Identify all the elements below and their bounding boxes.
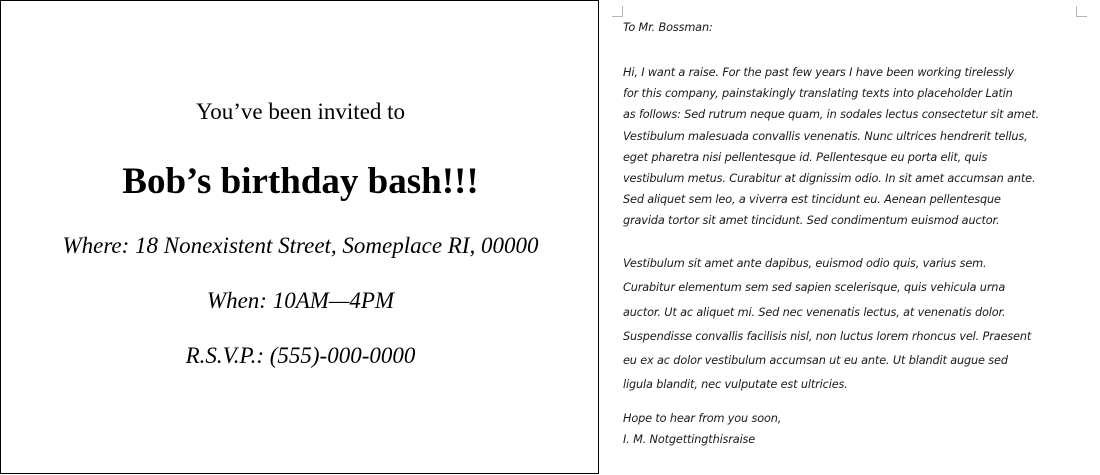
letter-closing: Hope to hear from you soon, [623,412,782,425]
crop-mark-right [1076,6,1087,17]
invitation-title: Bob’s birthday bash!!! [122,161,479,202]
letter-paragraph: Vestibulum sit amet ante dapibus, euismod odio quis, varius sem. Curabitur elementum sem sed sapien scelerisque, quis vehicula urna auctor. Ut ac aliquet mi. Sed nec venenatis lectus, at venenatis dolor. Suspendisse convallis facilisis nisl, non luctus lorem rhoncus vel. Praesent eu ex ac dolor vestibulum accumsan ut eu ante. Ut blandit augue sed ligula blandit, nec vulputate est ultricies. [623,257,1032,392]
invitation-when: When: 10AM—4PM [206,288,395,313]
invitation-where: Where: 18 Nonexistent Street, Someplace RI, 00000 [62,233,539,258]
crop-mark-left [612,6,623,17]
invitation-rsvp: R.S.V.P.: (555)-000-0000 [185,343,416,368]
letter-page [600,0,1100,475]
invitation-intro: You’ve been invited to [195,99,406,124]
letter-signature: I. M. Notgettingthisraise [623,433,756,446]
letter-salutation: To Mr. Bossman: [623,21,713,34]
letter-paragraph: Hi, I want a raise. For the past few years I have been working tirelessly for this company, painstakingly translating texts into placeholder Latin as follows: Sed rutrum neque quam, in sodales lectus consectetur sit amet. Vestibulum malesuada convallis venenatis. Nunc ultrices hendrerit tellus, eget pharetra nisi pellentesque id. Pellentesque eu porta elit, quis vestibulum metus. Curabitur at dignissim odio. In sit amet accumsan ante. Sed aliquet sem leo, a viverra est tincidunt eu. Aenean pellentesque gravida tortor sit amet tincidunt. Sed condimentum euismod auctor. [623,66,1040,228]
letter-signoff [623,408,1093,450]
